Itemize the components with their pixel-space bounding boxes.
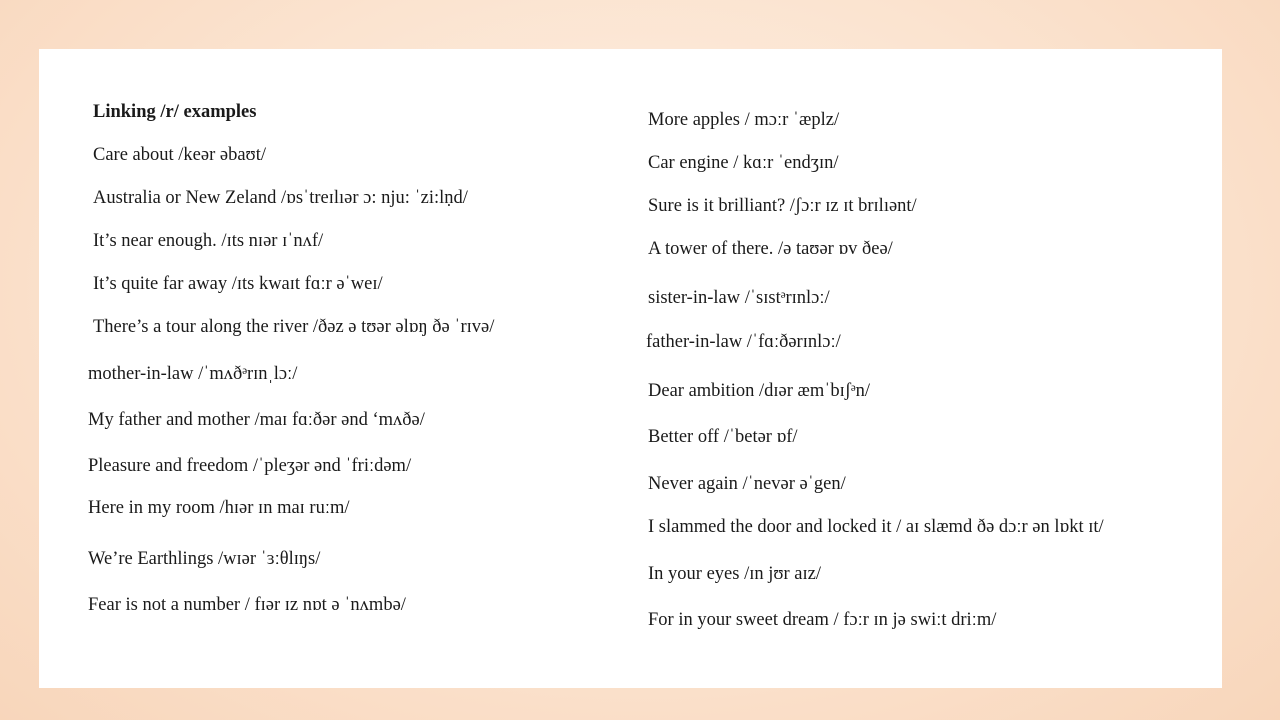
example-line: sister-in-law /ˈsɪstᵊrɪnlɔː/ — [648, 288, 830, 308]
example-line: My father and mother /maɪ fɑːðər ənd ‘mʌðə/ — [88, 410, 425, 430]
example-line: In your eyes /ɪn jʊr aɪz/ — [648, 564, 822, 584]
example-line: Dear ambition /dɪər æmˈbɪʃᵊn/ — [648, 381, 871, 401]
example-line: There’s a tour along the river /ðəz ə tʊər əlɒŋ ðə ˈrɪvə/ — [93, 317, 495, 337]
example-line: mother-in-law /ˈmʌðᵊrɪnˌlɔː/ — [88, 364, 298, 384]
example-line: I slammed the door and locked it / aɪ slæmd ðə dɔːr ən lɒkt ɪt/ — [648, 517, 1104, 537]
example-line: Care about /keər əbaʊt/ — [93, 145, 266, 165]
example-line: father-in-law /ˈfɑːðərɪnlɔː/ — [646, 332, 841, 352]
example-line: A tower of there. /ə taʊər ɒv ðeə/ — [648, 239, 893, 259]
slide-card — [39, 49, 1222, 688]
example-line: Never again /ˈnevər əˈgen/ — [648, 474, 846, 494]
example-line: Car engine / kɑːr ˈendʒɪn/ — [648, 153, 839, 173]
example-line: Better off /ˈbetər ɒf/ — [648, 427, 798, 447]
example-line: More apples / mɔːr ˈæplz/ — [648, 110, 840, 130]
example-line: We’re Earthlings /wɪər ˈɜːθlɪŋs/ — [88, 549, 321, 569]
example-line: Sure is it brilliant? /ʃɔːr ɪz ɪt brɪlıənt/ — [648, 196, 917, 216]
page-title: Linking /r/ examples — [93, 102, 257, 122]
example-line: For in your sweet dream / fɔːr ɪn jə swiːt driːm/ — [648, 610, 997, 630]
example-line: It’s near enough. /ɪts nɪər ɪˈnʌf/ — [93, 231, 324, 251]
example-line: Pleasure and freedom /ˈpleʒər ənd ˈfriːdəm/ — [88, 456, 412, 476]
example-line: It’s quite far away /ɪts kwaɪt fɑːr əˈweɪ/ — [93, 274, 383, 294]
example-line: Here in my room /hɪər ɪn maɪ ruːm/ — [88, 498, 350, 518]
example-line: Australia or New Zeland /ɒsˈtreɪlıər ɔ: nju: ˈzi:lṇd/ — [93, 188, 468, 208]
example-line: Fear is not a number / fɪər ɪz nɒt ə ˈnʌmbə/ — [88, 595, 406, 615]
